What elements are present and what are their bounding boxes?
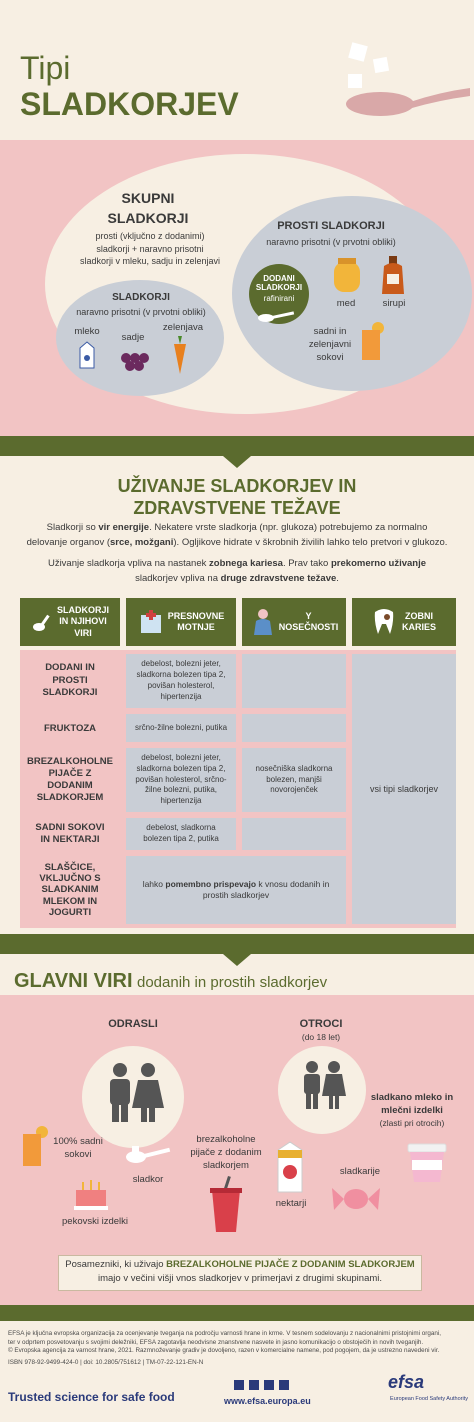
- total-sugars-block: [78, 188, 218, 227]
- pastry-source-label: pekovski izdelki: [62, 1216, 128, 1227]
- cell-r1-pregnancy: [242, 654, 346, 708]
- pregnant-woman-icon: [250, 607, 276, 637]
- youtube-icon[interactable]: [264, 1380, 274, 1390]
- r3-p3: novorojenček: [270, 785, 318, 795]
- r4-l2: IN NEKTARJI: [40, 834, 100, 845]
- veg-label: zelenjava: [162, 322, 204, 333]
- sources-h-l3: VIRI: [74, 627, 92, 638]
- col-header-metabolic: [126, 598, 236, 646]
- footer-url[interactable]: www.efsa.europa.eu: [224, 1396, 311, 1406]
- milk-label: mleko: [74, 326, 100, 337]
- soft-src-l2: pijače z dodanim: [190, 1146, 262, 1158]
- r3-c5: hipertenzija: [160, 796, 202, 806]
- juice-source-label: [48, 1136, 108, 1162]
- note-a: Posamezniki, ki uživajo: [65, 1259, 167, 1270]
- candy-source-label: sladkarije: [339, 1166, 381, 1177]
- sugar-source-label: sladkor: [132, 1174, 164, 1185]
- note-c: imajo v večini višji vnos sladkorjev v primerjavi z drugimi skupinami.: [97, 1273, 383, 1285]
- juice-l2: zelenjavni: [308, 338, 352, 350]
- r3-p1: nosečniška sladkorna: [255, 763, 333, 773]
- total-sugars-title-l1: SKUPNI: [121, 190, 175, 206]
- candy-icon: [330, 1182, 382, 1216]
- p1-d: delovanje organov (: [26, 537, 111, 549]
- divider-band-1: [0, 436, 474, 456]
- free-sugars-desc: naravno prisotni (v prvotni obliki): [266, 237, 396, 247]
- r1-l2: PROSTI: [52, 674, 88, 686]
- juice-src-l1: 100% sadni: [53, 1136, 103, 1147]
- soft-drink-source-label: [176, 1134, 276, 1172]
- nectar-source-label: nektarji: [275, 1198, 307, 1209]
- r1-c1: debelost, bolezni jeter,: [141, 659, 221, 669]
- footer-l2: ter v odprtem posvetovanju s svojimi deležniki, EFSA zagotavlja neodvisne znanstvene nasvete in jasno komunikacijo o obstoječih in novih tveganjih.: [8, 1338, 424, 1346]
- milk-icon: [76, 340, 98, 370]
- r2-l1: FRUKTOZA: [43, 722, 97, 734]
- total-sugars-desc: [60, 230, 240, 268]
- r5-c1c: k vnosu dodanih in: [256, 878, 330, 889]
- p1-f: ). Ogljikove hidrate v škrobnih živilih lahko telo pretvori v glukozo.: [173, 537, 448, 549]
- juice-icon: [358, 320, 386, 362]
- milk-src-l2: mlečni izdelki: [381, 1104, 443, 1116]
- free-sugars-title: PROSTI SLADKORJI: [277, 220, 385, 232]
- r3-p2: bolezen, manjši: [266, 774, 322, 784]
- soft-drink-cup-icon: [208, 1176, 244, 1234]
- health-title-l1: UŽIVANJE SLADKORJEV IN: [117, 476, 357, 496]
- sugars-title: SLADKORJI: [112, 292, 170, 303]
- fruit-label: sadje: [121, 332, 145, 343]
- p2-a: Uživanje sladkorja vpliva na nastanek: [47, 558, 210, 569]
- twitter-icon[interactable]: [249, 1380, 259, 1390]
- footer-text: [8, 1330, 466, 1367]
- metabolic-h-l1: PRESNOVNE: [167, 610, 225, 621]
- cell-r4-metabolic: [126, 818, 236, 850]
- soft-src-l3: sladkorjem: [203, 1159, 249, 1171]
- sugar-spoon-icon: [330, 40, 470, 130]
- r5-l3: SLADKANIM: [41, 884, 99, 896]
- health-title: [30, 476, 444, 519]
- caries-h-l2: KARIES: [401, 622, 436, 632]
- milk-source-label: [360, 1092, 464, 1129]
- title-line1: Tipi: [20, 50, 71, 86]
- title-line2: SLADKORJEV: [20, 86, 239, 122]
- r4-c2: bolezen tipa 2, putika: [143, 834, 219, 843]
- p2-d: prekomerno uživanje: [331, 558, 427, 569]
- cell-caries-all: [352, 654, 456, 924]
- pregnancy-h-l1: Y: [305, 610, 312, 621]
- r3-c4: žilne bolezni, putika,: [144, 785, 218, 795]
- p1-e: srce, možgani: [110, 537, 174, 549]
- p1-c: . Nekatere vrste sladkorja (npr. glukoza) potrebujemo za normalno: [149, 522, 428, 533]
- children-label: OTROCI: [299, 1018, 343, 1030]
- social-links: [234, 1380, 289, 1390]
- added-l2: SLADKORJI: [255, 283, 303, 292]
- p2-g: .: [336, 573, 339, 585]
- caries-h-l1: ZOBNI: [404, 610, 433, 621]
- syrup-icon: [378, 254, 408, 298]
- cell-r3-pregnancy: [242, 748, 346, 812]
- r1-c4: hipertenzija: [160, 691, 202, 701]
- table-row-fructose: [20, 714, 120, 742]
- sources-h-l2: IN NJIHOVI: [59, 616, 107, 627]
- sources-title-bold: GLAVNI VIRI: [14, 970, 133, 992]
- efsa-logo-sub: European Food Safety Authority: [390, 1396, 468, 1402]
- sources-title-rest: dodanih in prostih sladkorjev: [136, 974, 328, 991]
- spoon-icon: [256, 308, 296, 324]
- honey-label: med: [336, 298, 356, 309]
- juice-label: [300, 326, 360, 364]
- sugar-spoon-icon: [124, 1144, 172, 1166]
- health-paragraph-1: [18, 520, 456, 550]
- adults-label: ODRASLI: [108, 1018, 158, 1030]
- r2-c1: srčno-žilne bolezni, putika: [134, 722, 228, 732]
- soft-src-l1: brezalkoholne: [196, 1134, 256, 1145]
- children-sub: (do 18 let): [301, 1032, 341, 1042]
- cell-r2-pregnancy: [242, 714, 346, 742]
- total-desc-l2: sladkorji + naravno prisotni: [96, 243, 204, 254]
- sources-title: [14, 970, 464, 993]
- r5-l5: JOGURTI: [48, 907, 92, 919]
- r3-l3: DODANIM: [47, 780, 93, 791]
- hospital-icon: [138, 609, 164, 635]
- added-l1: DODANI: [263, 274, 295, 283]
- tooth-icon: [372, 608, 396, 636]
- nectar-carton-icon: [274, 1140, 306, 1194]
- milk-src-l1: sladkano mleko in: [370, 1092, 454, 1103]
- r5-c1b: pomembno prispevajo: [165, 878, 257, 889]
- cell-r2-metabolic: [126, 714, 236, 742]
- yogurt-icon: [404, 1140, 450, 1186]
- r3-l1: BREZALKOHOLNE: [26, 756, 114, 768]
- r3-c1: debelost, bolezni jeter,: [141, 753, 221, 762]
- cake-icon: [72, 1176, 110, 1212]
- r4-l1: SADNI SOKOVI: [35, 821, 105, 833]
- r4-c1: debelost, sladkorna: [146, 823, 216, 833]
- table-row-soft-drinks: [20, 748, 120, 812]
- divider-arrow-2: [223, 954, 251, 966]
- r1-c2: sladkorna bolezen tipa 2,: [136, 670, 226, 680]
- sources-h-l1: SLADKORJI: [56, 605, 109, 616]
- adults-icon: [102, 1062, 166, 1124]
- p2-c: . Prav tako: [282, 558, 331, 569]
- carrot-icon: [170, 336, 190, 376]
- r5-c1a: lahko: [142, 878, 166, 889]
- divider-band-3: [0, 1305, 474, 1321]
- health-title-l2: ZDRAVSTVENE TEŽAVE: [133, 497, 341, 518]
- r5-l2: VKLJUČNO S: [39, 872, 101, 884]
- r3-l2: PIJAČE Z: [48, 768, 92, 780]
- grapes-icon: [118, 348, 150, 374]
- children-icon: [300, 1060, 346, 1112]
- footer-l3: © Evropska agencija za varnost hrane, 2021. Razmnoževanje gradiv je dovoljeno, razen v komercialne namene, pod pogojem, da je ustrezno navedeni vir.: [8, 1347, 440, 1354]
- r1-l3: SLADKORJI: [42, 687, 98, 699]
- divider-arrow-1: [223, 456, 251, 468]
- pregnancy-h-l2: NOSEČNOSTI: [278, 622, 339, 632]
- table-row-added-free: [20, 654, 120, 708]
- linkedin-icon[interactable]: [279, 1380, 289, 1390]
- total-desc-l1: prosti (vključno z dodanimi): [95, 231, 205, 241]
- metabolic-h-l2: MOTNJE: [177, 622, 215, 632]
- caries-all-text: vsi tipi sladkorjev: [369, 783, 439, 794]
- r1-c3: povišan holesterol,: [147, 681, 215, 690]
- p1-b: vir energije: [98, 522, 150, 533]
- cell-r1-metabolic: [126, 654, 236, 708]
- p2-b: zobnega kariesa: [209, 558, 283, 569]
- footer-l1: EFSA je ključna evropska organizacija za ocenjevanje tveganja na področju varnosti hrane in krme. V tesnem sodelovanju z nacionalnimi pristojnimi organi,: [8, 1330, 441, 1337]
- facebook-icon[interactable]: [234, 1380, 244, 1390]
- soft-drink-note: [58, 1255, 422, 1291]
- juice-l3: sokovi: [316, 351, 344, 363]
- r3-c2: sladkorna bolezen tipa 2,: [136, 763, 226, 773]
- r3-l4: SLADKORJEM: [36, 791, 104, 803]
- footer-isbn: ISBN 978-92-9499-424-0 | doi: 10.2805/751612 | TM-07-22-121-EN-N: [8, 1358, 204, 1366]
- note-b: BREZALKOHOLNE PIJAČE Z DODANIM SLADKORJEM: [166, 1259, 415, 1270]
- r3-c3: povišan holesterol, srčno-: [135, 774, 227, 784]
- col-header-caries: [352, 598, 456, 646]
- juice-src-l2: sokovi: [64, 1148, 92, 1160]
- health-paragraph-2: [18, 556, 456, 586]
- r1-l1: DODANI IN: [45, 662, 95, 674]
- milk-src-l3: (zlasti pri otrocih): [379, 1117, 445, 1128]
- r5-l4: MLEKOM IN: [42, 895, 98, 907]
- footer-tagline: Trusted science for safe food: [8, 1390, 175, 1404]
- table-row-sweets: [20, 856, 120, 924]
- p1-a: Sladkorji so: [46, 522, 99, 533]
- honey-icon: [330, 256, 364, 296]
- efsa-logo: efsa: [388, 1372, 425, 1392]
- juice-l1: sadni in: [313, 326, 347, 337]
- spoon-icon: [31, 610, 55, 634]
- cell-r3-metabolic: [126, 748, 236, 812]
- total-desc-l3: sladkorji v mleku, sadju in zelenjavi: [79, 256, 221, 267]
- sugars-desc: naravno prisotni (v prvotni obliki): [76, 307, 206, 317]
- p2-f: druge zdravstvene težave: [220, 573, 337, 585]
- total-sugars-title-l2: SLADKORJI: [107, 210, 189, 226]
- table-row-juices: [20, 818, 120, 850]
- juice-glass-icon: [20, 1124, 48, 1168]
- r5-c2: prostih sladkorjev: [202, 890, 270, 900]
- p2-e: sladkorjev vpliva na: [135, 573, 221, 585]
- r5-l1: SLAŠČICE,: [44, 861, 96, 873]
- cell-r4-pregnancy: [242, 818, 346, 850]
- divider-band-2: [0, 934, 474, 954]
- syrup-label: sirupi: [382, 298, 406, 309]
- cell-r5-metabolic-pregnancy: [126, 856, 346, 924]
- col-header-sources: [20, 598, 120, 646]
- col-header-pregnancy: [242, 598, 346, 646]
- added-l3: rafinirani: [263, 294, 295, 303]
